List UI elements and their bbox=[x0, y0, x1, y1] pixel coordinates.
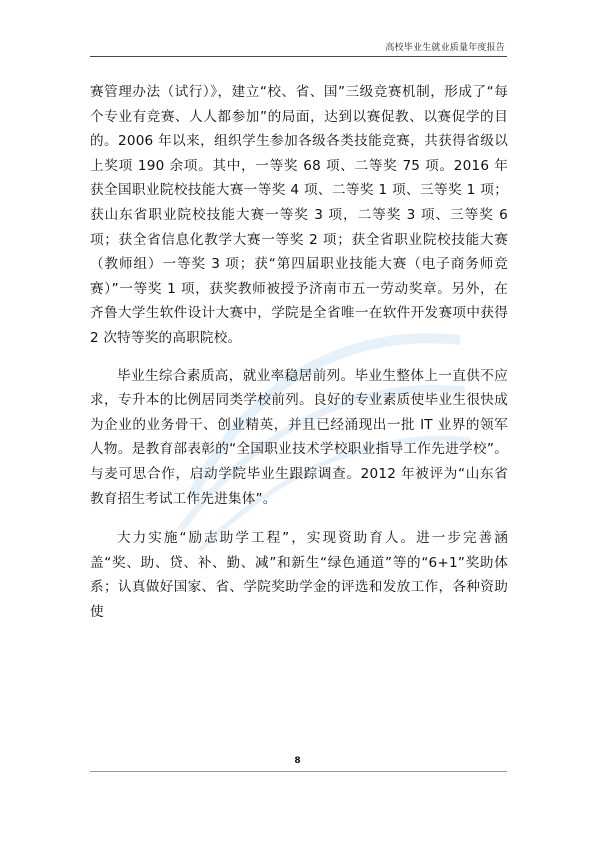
header-rule bbox=[90, 56, 507, 57]
paragraph-competitions: 赛管理办法（试行）》，建立“校、省、国”三级竞赛机制，形成了“每个专业有竞赛、人人都参加”的局面，达到以赛促教、以赛促学的目的。2006 年以来，组织学生参加各级各类技能竞赛，共获得省级以上奖项 190 余项。其中，一等奖 68 项、二等奖 75 项。2016 年获全国职业院校技能大赛一等奖 4 项、二等奖 1 项、三等奖 1 项；获山东省职业院校技能大赛一等奖 3 项，二等奖 3 项、三等奖 6 项；获全省信息化教学大赛一等奖 2 项；获全省职业院校技能大赛（教师组）一等奖 3 项；获“第四届职业技能大赛（电子商务师竞赛）”一等奖 1 项，获奖教师被授予济南市五一劳动奖章。另外，在齐鲁大学生软件设计大赛中，学院是全省唯一在软件开发赛项中获得 2 次特等奖的高职院校。 bbox=[90, 84, 508, 346]
paragraph-graduate-quality: 毕业生综合素质高，就业率稳居前列。毕业生整体上一直供不应求，专升本的比例居同类学校前列。良好的专业素质使毕业生很快成为企业的业务骨干、创业精英，并且已经涌现出一批 IT 业界的领军人物。是教育部表彰的“全国职业技术学校职业指导工作先进学校”。与麦可思合作，启动学院毕业生跟踪调查。2012 年被评为“山东省教育招生考试工作先进集体”。 bbox=[90, 367, 508, 507]
paragraph-financial-aid: 大力实施“励志助学工程”，实现资助育人。进一步完善涵盖“奖、助、贷、补、勤、减”和新生“绿色通道”等的“6+1”奖助体系；认真做好国家、省、学院奖助学金的评选和发放工作，各种资助使 bbox=[90, 530, 508, 620]
page-number: 8 bbox=[294, 756, 301, 766]
running-header: 高校毕业生就业质量年度报告 bbox=[385, 43, 505, 53]
footer-rule bbox=[90, 771, 507, 772]
body-text bbox=[90, 80, 508, 637]
